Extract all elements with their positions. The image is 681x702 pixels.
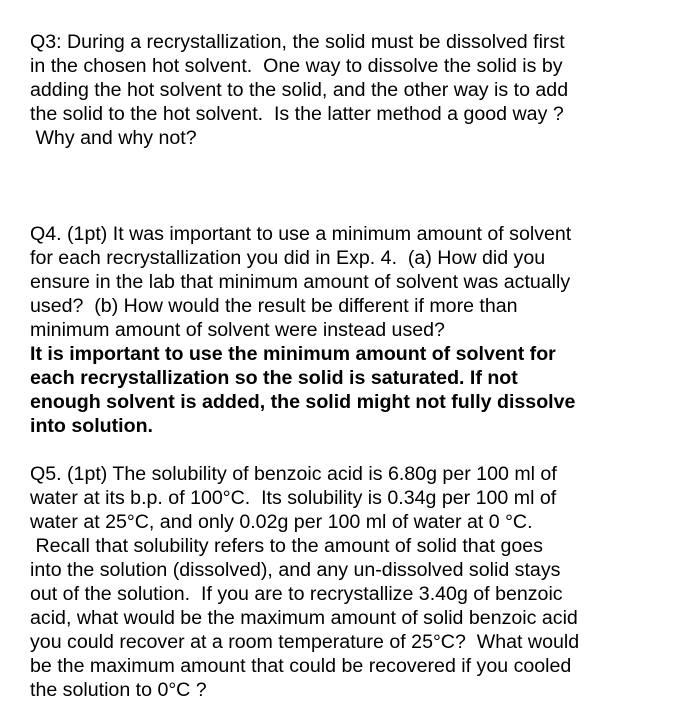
- q5-line: Recall that solubility refers to the amount of solid that goes: [30, 535, 543, 557]
- q5-line: into the solution (dissolved), and any un-dissolved solid stays: [30, 559, 561, 581]
- q3-line: in the chosen hot solvent. One way to dissolve the solid is by: [30, 55, 563, 77]
- q5-line: be the maximum amount that could be recovered if you cooled: [30, 655, 572, 677]
- q3-line: adding the hot solvent to the solid, and the other way is to add: [30, 79, 569, 101]
- q5-line: water at its b.p. of 100°C. Its solubility is 0.34g per 100 ml of: [30, 487, 557, 509]
- q3-line: Q3: During a recrystallization, the solid must be dissolved first: [30, 31, 565, 53]
- q5-line: you could recover at a room temperature of 25°C? What would: [30, 631, 580, 653]
- q5-line: water at 25°C, and only 0.02g per 100 ml of water at 0 °C.: [30, 511, 533, 533]
- q4-line: for each recrystallization you did in Exp. 4. (a) How did you: [30, 247, 546, 269]
- q4-line: Q4. (1pt) It was important to use a minimum amount of solvent: [30, 223, 572, 245]
- q5-line: Q5. (1pt) The solubility of benzoic acid is 6.80g per 100 ml of: [30, 463, 557, 485]
- answer-line: enough solvent is added, the solid might not fully dissolve: [30, 391, 576, 413]
- q4-line: used? (b) How would the result be different if more than: [30, 295, 518, 317]
- answer-line: into solution.: [30, 415, 153, 437]
- answer-line: It is important to use the minimum amount of solvent for: [30, 343, 556, 365]
- q4-line: ensure in the lab that minimum amount of solvent was actually: [30, 271, 571, 293]
- q4-line: minimum amount of solvent were instead used?: [30, 319, 445, 341]
- q5-line: the solution to 0°C ?: [30, 679, 207, 701]
- answer-line: each recrystallization so the solid is saturated. If not: [30, 367, 518, 389]
- q5-line: out of the solution. If you are to recrystallize 3.40g of benzoic: [30, 583, 563, 605]
- q5-line: acid, what would be the maximum amount of solid benzoic acid: [30, 607, 578, 629]
- q3-line: Why and why not?: [30, 127, 197, 149]
- q3-line: the solid to the hot solvent. Is the latter method a good way ?: [30, 103, 564, 125]
